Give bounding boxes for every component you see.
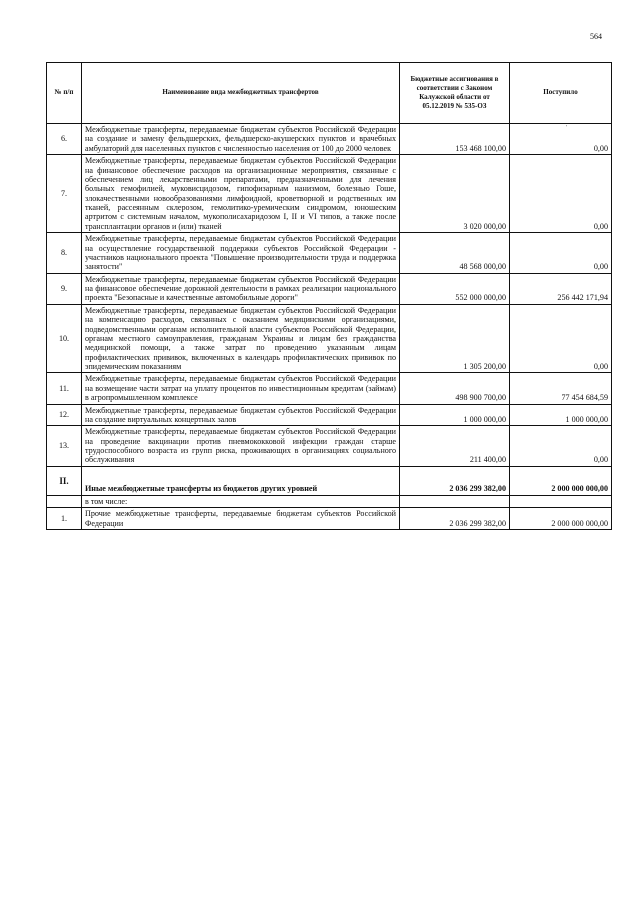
row-received: 0,00: [510, 426, 612, 467]
row-received: 0,00: [510, 233, 612, 274]
table-row: [47, 404, 612, 426]
table-row: [47, 273, 612, 304]
row-num: 6.: [47, 124, 82, 155]
header-received: Поступило: [510, 63, 612, 124]
row-received: 2 000 000 000,00: [510, 508, 612, 530]
row-name: Прочие межбюджетные трансферты, передаваемые бюджетам субъектов Российской Федерации: [82, 508, 400, 530]
table-row: [47, 233, 612, 274]
row-received: 77 454 684,59: [510, 373, 612, 404]
section-budget: 2 036 299 382,00: [400, 466, 510, 495]
table-row: [47, 304, 612, 373]
row-name: Межбюджетные трансферты, передаваемые бюджетам субъектов Российской Федерации на финансовое обеспечение дорожной деятельности в рамках реализации национального проекта "Безопасные и качественные автомобильные дороги": [82, 273, 400, 304]
header-name: Наименование вида межбюджетных трансфертов: [82, 63, 400, 124]
row-received: 0,00: [510, 304, 612, 373]
section-name: Иные межбюджетные трансферты из бюджетов других уровней: [82, 466, 400, 495]
row-budget: 211 400,00: [400, 426, 510, 467]
row-num: 12.: [47, 404, 82, 426]
row-received: 256 442 171,94: [510, 273, 612, 304]
row-num: 10.: [47, 304, 82, 373]
tick-mark: ': [566, 125, 568, 131]
row-num: 11.: [47, 373, 82, 404]
row-num: 9.: [47, 273, 82, 304]
row-name: Межбюджетные трансферты, передаваемые бюджетам субъектов Российской Федерации на создание виртуальных концертных залов: [82, 404, 400, 426]
row-num: 1.: [47, 508, 82, 530]
including-label: в том числе:: [82, 495, 400, 507]
page-number: 564: [590, 32, 602, 41]
section-received: 2 000 000 000,00: [510, 466, 612, 495]
row-received: 0,00: [510, 124, 612, 155]
row-name: Межбюджетные трансферты, передаваемые бюджетам субъектов Российской Федерации на проведение вакцинации против пневмококковой инфекции граждан старше трудоспособного возраста из групп риска, проживающих в организациях социального обслуживания: [82, 426, 400, 467]
row-budget: 498 900 700,00: [400, 373, 510, 404]
row-received: 1 000 000,00: [510, 404, 612, 426]
header-budget: Бюджетные ассигнования в соответствии с Законом Калужской области от 05.12.2019 № 535-ОЗ: [400, 63, 510, 124]
row-name: Межбюджетные трансферты, передаваемые бюджетам субъектов Российской Федерации на финансовое обеспечение расходов на организационные мероприятия, связанные с обеспечением лиц лекарственными препаратами, предназначенными для лечения больных гемофилией, муковисцидозом, гипофизарным нанизмом, болезнью Гоше, злокачественными новообразованиями лимфоидной, кроветворной и родственных им тканей, рассеянным склерозом, гемолитико-уремическим синдромом, юношеским артритом с системным началом, мукополисахаридозом I, II и VI типов, а также после трансплантации органов и (или) тканей: [82, 155, 400, 233]
row-received: 0,00: [510, 155, 612, 233]
row-name: Межбюджетные трансферты, передаваемые бюджетам субъектов Российской Федерации на создание и замену фельдшерских, фельдшерско-акушерских пунктов и врачебных амбулаторий для населенных пунктов с численностью населения от 100 до 2000 человек: [82, 124, 400, 155]
row-num: 13.: [47, 426, 82, 467]
table-row: [47, 124, 612, 155]
header-num: № п/п: [47, 63, 82, 124]
row-num: 7.: [47, 155, 82, 233]
section-row: [47, 466, 612, 495]
table-header-row: [47, 63, 612, 124]
row-budget: 48 568 000,00: [400, 233, 510, 274]
transfers-table: [46, 62, 612, 530]
table-row: [47, 373, 612, 404]
row-budget: 552 000 000,00: [400, 273, 510, 304]
row-budget: 3 020 000,00: [400, 155, 510, 233]
row-name: Межбюджетные трансферты, передаваемые бюджетам субъектов Российской Федерации на осуществление государственной поддержки субъектов Российской Федерации - участников национального проекта "Повышение производительности труда и поддержка занятости": [82, 233, 400, 274]
row-budget: 153 468 100,00: [400, 124, 510, 155]
row-budget: 1 305 200,00: [400, 304, 510, 373]
row-budget: 2 036 299 382,00: [400, 508, 510, 530]
row-budget: 1 000 000,00: [400, 404, 510, 426]
row-name: Межбюджетные трансферты, передаваемые бюджетам субъектов Российской Федерации на возмещение части затрат на уплату процентов по инвестиционным кредитам (займам) в агропромышленном комплексе: [82, 373, 400, 404]
row-num: 8.: [47, 233, 82, 274]
including-row: [47, 495, 612, 507]
table-row: [47, 155, 612, 233]
table-row: [47, 426, 612, 467]
section-num: II.: [47, 466, 82, 495]
table-row: [47, 508, 612, 530]
row-name: Межбюджетные трансферты, передаваемые бюджетам субъектов Российской Федерации на компенсацию расходов, связанных с оказанием медицинскими организациями, подведомственными органам исполнительной власти субъектов Российской Федерации, органам местного самоуправления, гражданам Украины и лицам без гражданства медицинской помощи, а также затрат по проведению указанным лицам профилактических прививок, включенных в календарь профилактических прививок по эпидемическим показаниям: [82, 304, 400, 373]
